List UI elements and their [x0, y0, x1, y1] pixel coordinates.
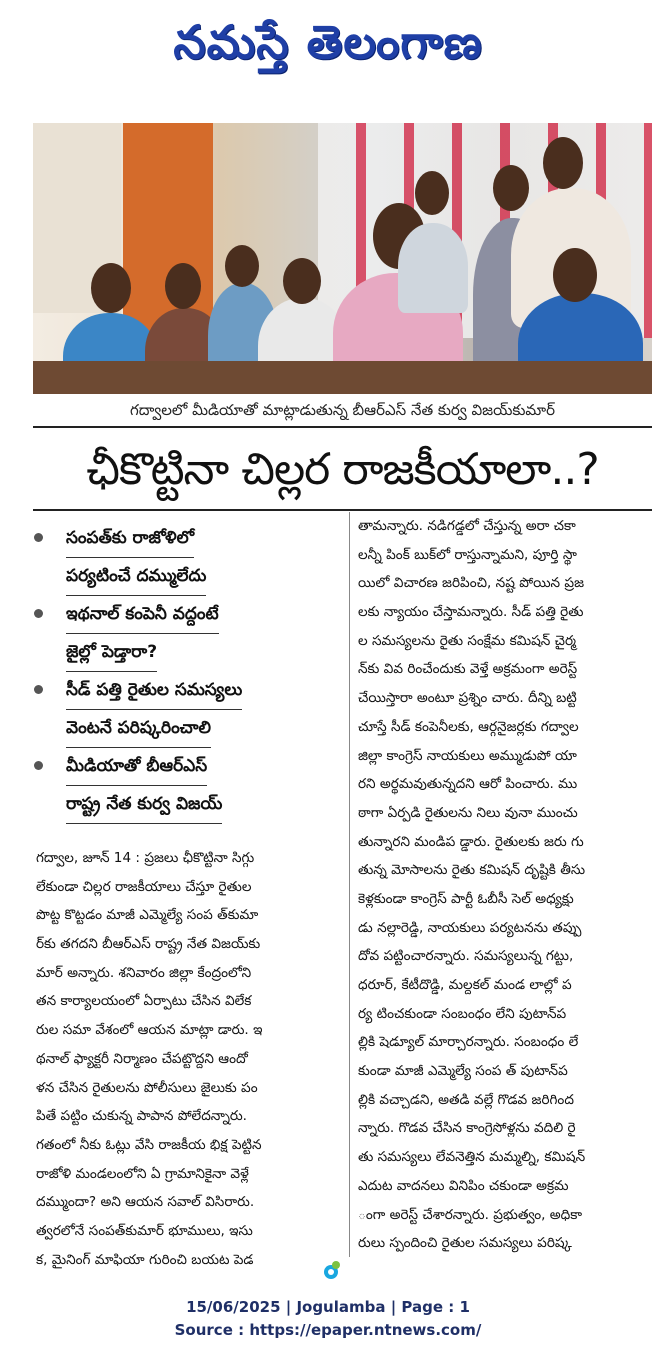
article-line: ల సమస్యలను రైతు సంక్షేమ కమిషన్ చైర్మ [358, 632, 577, 649]
article-line: తన కార్యాలయంలో ఏర్పాటు చేసిన విలేక [36, 993, 252, 1010]
article-line: లకు న్యాయం చేస్తామన్నారు. సీడ్ పత్తి రైతు [358, 604, 584, 621]
article-line: ంగా అరెస్ట్ చేశారన్నారు. ప్రభుత్వం, అధికా [358, 1206, 583, 1223]
article-line: జిల్లా కాంగ్రెస్ నాయకులు అమ్ముడుపో యా [358, 747, 577, 764]
article-line: ళన చేసిన రైతులను పోలీసులు జైలుకు పం [36, 1079, 258, 1096]
bullet-icon [34, 609, 43, 618]
highlight-item: మీడియాతో బీఆర్ఎస్ రాష్ట్ర నేత కుర్వ విజయ్ [28, 748, 338, 824]
article-line: త్వరలోనే సంపత్‌కుమార్ భూములు, ఇసు [36, 1222, 253, 1239]
article-line: ర్య టించకుండా సంబంధం లేని పుటాన్‌ప [358, 1005, 567, 1022]
highlight-item: ఇథనాల్ కంపెనీ వద్దంటే జైల్లో పెడ్తారా? [28, 596, 338, 672]
article-line: రని అర్థమవుతున్నదని ఆరో పించారు. ము [358, 776, 578, 793]
page-footer [0, 1296, 656, 1342]
article-line: ఎదుట వాదనలు వినిపిం చకుండా అక్రమ [358, 1177, 569, 1194]
article-line: న్నారు. గొడవ చేసిన కాంగ్రెసోళ్లను వదిలి రై [358, 1120, 576, 1137]
divider [33, 509, 652, 511]
article-line: కుండా మాజీ ఎమ్మెల్యే సంప త్ పుటాన్‌ప [358, 1063, 568, 1080]
article-line: తు సమస్యలు లేవనెత్తిన మమ్మల్ని, కమిషన్ [358, 1149, 586, 1166]
article-line: తున్నారని మండిప డ్డారు. రైతులకు జరు గు [358, 833, 584, 850]
highlights-list [28, 520, 338, 824]
article-line: రులు స్పందించి రైతుల సమస్యలు పరిష్క [358, 1235, 572, 1252]
footer-edition-info: 15/06/2025 | Jogulamba | Page : 1 [186, 1298, 470, 1316]
article-line: గద్వాల, జూన్ 14 : ప్రజలు ఛీకొట్టినా సిగ్గు [36, 850, 255, 866]
newspaper-title: నమస్తే తెలంగాణ [173, 15, 483, 69]
footer-source: Source : https://epaper.ntnews.com/ [174, 1321, 482, 1339]
article-line: మార్ అన్నారు. శనివారం జిల్లా కేంద్రంలోని [36, 964, 252, 981]
article-line: లన్నీ పింక్ బుక్‌లో రాస్తున్నామని, పూర్తి స్థా [358, 546, 577, 563]
article-line: పితే పట్టిం చుకున్న పాపాన పోలేదన్నారు. [36, 1108, 247, 1125]
photo-caption: గద్వాలలో మీడియాతో మాట్లాడుతున్న బీఆర్ఎస్ నేత కుర్వ విజయ్‌కుమార్ [130, 401, 555, 419]
article-line: గతంలో నీకు ఓట్లు వేసి రాజకీయ భిక్ష పెట్టిన [36, 1136, 262, 1153]
article-line: రాజోళి మండలంలోని ఏ గ్రామానికైనా వెళ్లే [36, 1165, 249, 1182]
highlight-item: సంపత్‌కు రాజోళిలో పర్యటించే దమ్ములేదు [28, 520, 338, 596]
bullet-icon [34, 761, 43, 770]
article-line: ల్లికి వచ్చాడని, అతడి వల్లే గొడవ జరిగింద [358, 1091, 574, 1108]
article-line: చేయిస్తారా అంటూ ప్రశ్నిం చారు. దీన్ని బట్టి [358, 690, 577, 707]
article-line: లేకుండా చిల్లర రాజకీయాలు చేస్తూ రైతుల [36, 878, 252, 895]
news-photo [33, 123, 652, 394]
article-line: యిలో విచారణ జరిపించి, నష్ట పోయిన ప్రజ [358, 575, 585, 592]
article-line: దమ్ముందా? అని ఆయన సవాల్ విసిరారు. [36, 1194, 255, 1211]
article-column-right [358, 512, 654, 1258]
article-line: న్‌కు వివ రించేందుకు వెళ్తే అక్రమంగా అరెస్ట్ [358, 661, 578, 678]
article-line: తున్న మోసాలను రైతు కమిషన్ దృష్టికి తీసు [358, 862, 586, 879]
divider [33, 426, 652, 428]
article-line: థనాల్ ఫ్యాక్టరీ నిర్మాణం చేపట్టొద్దని ఆందో [36, 1050, 248, 1067]
article-line: డు నల్లారెడ్డి, నాయకులు పర్యటనను తప్పు [358, 919, 582, 936]
article-line: ర్‌కు తగదని బీఆర్ఎస్ రాష్ట్ర నేత విజయ్‌కు [36, 936, 261, 953]
headline: ఛీకొట్టినా చిల్లర రాజకీయాలా..? [86, 444, 599, 495]
article-line: కెళ్లకుండా కాంగ్రెస్ పార్టీ ఓబీసీ సెల్ అధ్యక్షు [358, 890, 574, 907]
article-line: ల్లికి షెడ్యూల్ మార్చారన్నారు. సంబంధం లే [358, 1034, 579, 1051]
article-line: పొట్ట కొట్టడం మాజీ ఎమ్మెల్యే సంప త్‌కుమా [36, 907, 259, 924]
masthead [0, 6, 656, 78]
column-divider [349, 512, 350, 1257]
newspaper-logo-icon [322, 1259, 342, 1281]
article-line: తామన్నారు. నడిగడ్డలో చేస్తున్న అరా చకా [358, 518, 576, 534]
article-column-left [36, 844, 342, 1274]
article-line: ఠాగా ఏర్పడి రైతులను నిలు వునా ముంచు [358, 804, 578, 821]
highlight-item: సీడ్ పత్తి రైతుల సమస్యలు వెంటనే పరిష్కరించాలి [28, 672, 338, 748]
bullet-icon [34, 685, 43, 694]
article-line: ధరూర్, కేటీదొడ్డి, మల్దకల్ మండ లాల్లో ప [358, 977, 572, 993]
article-line: రుల సమా వేశంలో ఆయన మాట్లా డారు. ఇ [36, 1022, 263, 1039]
article-line: దోవ పట్టించారన్నారు. సమస్యలున్న గట్టు, [358, 948, 574, 965]
article-line: చూస్తే సీడ్ కంపెనీలకు, ఆర్గనైజర్లకు గద్వాల [358, 718, 579, 735]
article-line: క, మైనింగ్ మాఫియా గురించి బయట పెడ [36, 1251, 254, 1268]
bullet-icon [34, 533, 43, 542]
